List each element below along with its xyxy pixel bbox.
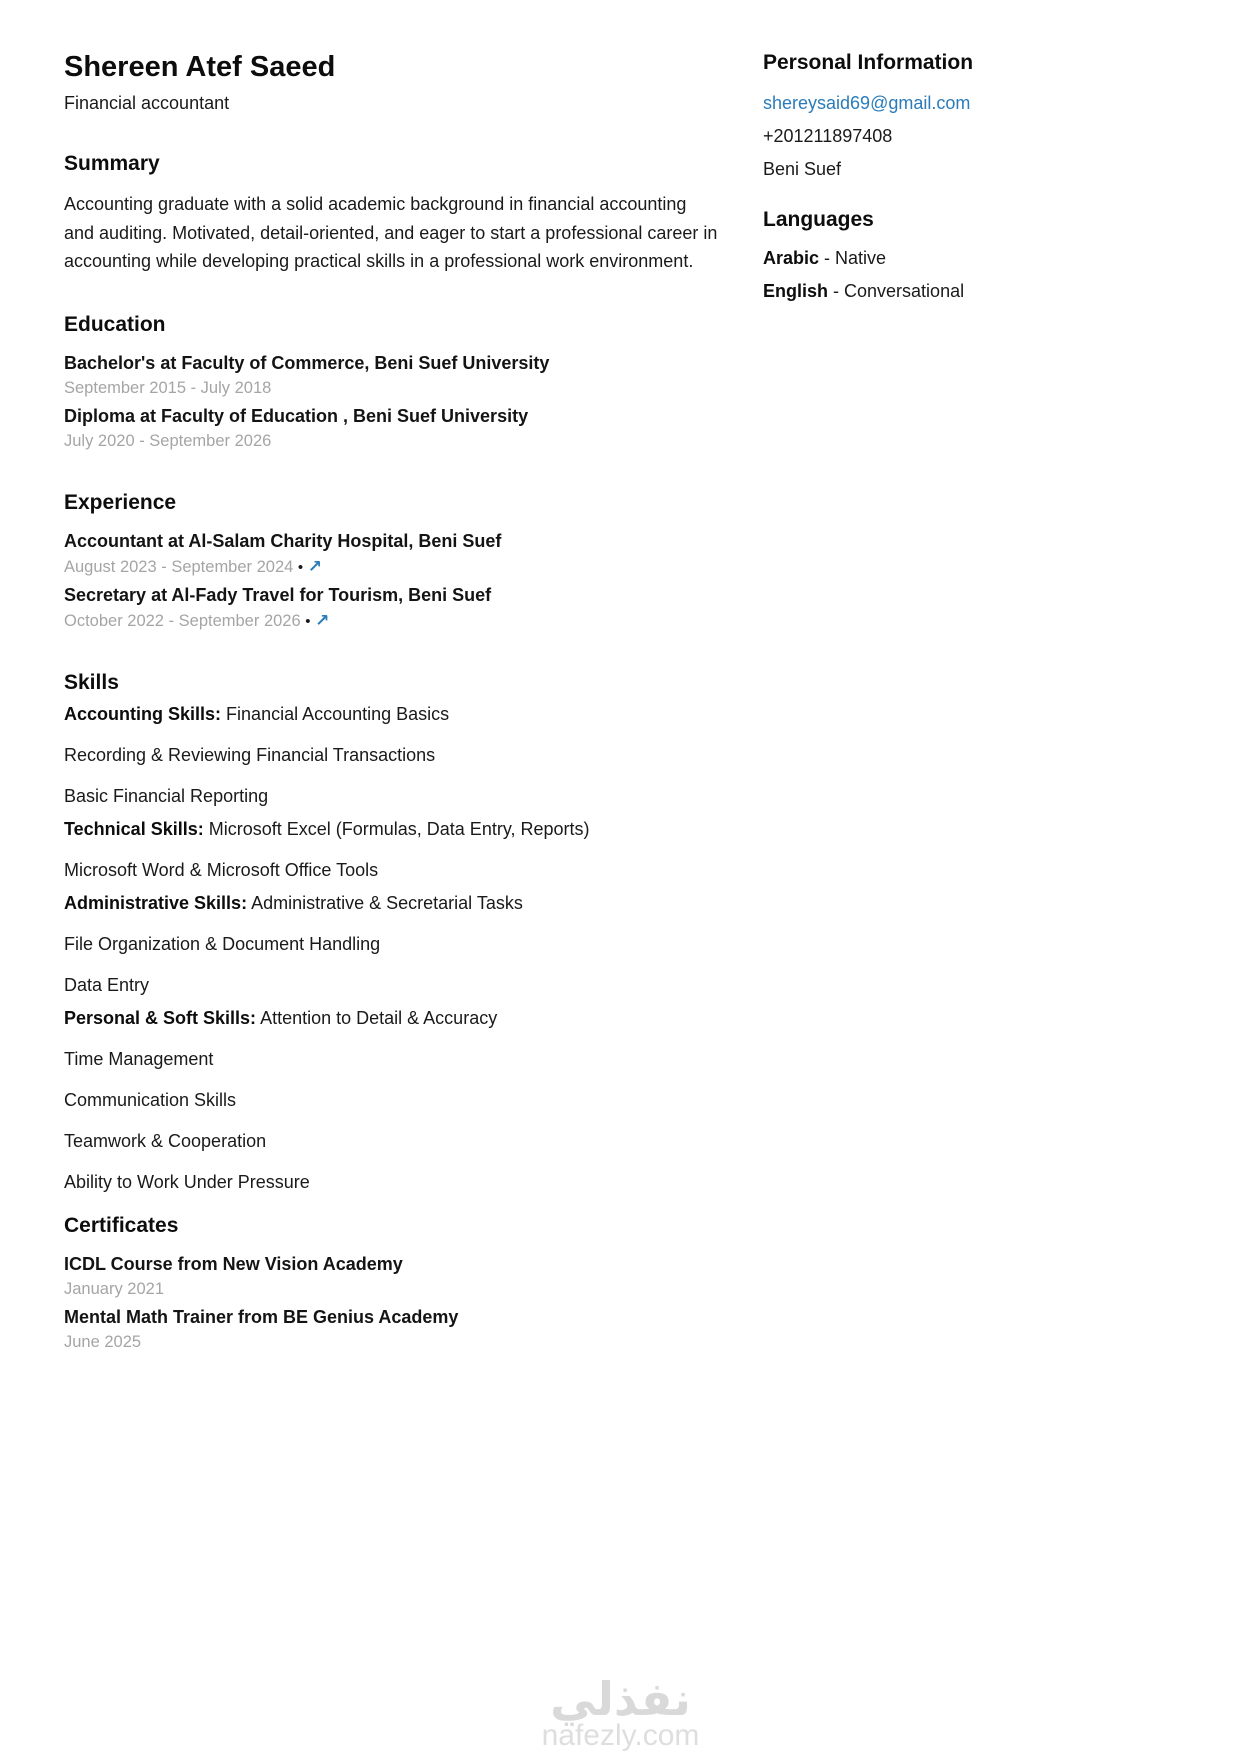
skill-item bbox=[64, 860, 720, 880]
personal-info-heading: Personal Information bbox=[763, 51, 974, 74]
skills-list bbox=[64, 704, 720, 1192]
external-link-icon[interactable]: ↗ bbox=[315, 610, 330, 630]
skill-text: Recording & Reviewing Financial Transactions bbox=[64, 744, 436, 765]
language-separator: - bbox=[828, 281, 845, 301]
skill-item bbox=[64, 819, 720, 839]
experience-section bbox=[64, 490, 720, 634]
skills-heading: Skills bbox=[64, 670, 119, 694]
skill-item bbox=[64, 1049, 720, 1069]
education-list bbox=[64, 351, 720, 454]
skill-category-label: Personal & Soft Skills: bbox=[64, 1007, 257, 1028]
personal-info-section bbox=[763, 50, 1185, 181]
sidebar-column bbox=[763, 50, 1185, 303]
skill-category-label: Technical Skills: bbox=[64, 818, 204, 839]
skill-category-label: Accounting Skills: bbox=[64, 703, 222, 724]
phone-number: +201211897408 bbox=[763, 126, 893, 146]
entry-date-range: January 2021 bbox=[64, 1279, 164, 1298]
languages-list bbox=[763, 246, 1185, 303]
entry-title: ICDL Course from New Vision Academy bbox=[64, 1253, 403, 1274]
language-name: English bbox=[763, 281, 829, 301]
certificates-list bbox=[64, 1252, 720, 1355]
bullet-separator: • bbox=[305, 612, 311, 630]
skill-text: Microsoft Excel (Formulas, Data Entry, Reports) bbox=[208, 818, 590, 839]
skill-text: Ability to Work Under Pressure bbox=[64, 1171, 310, 1192]
certificates-heading: Certificates bbox=[64, 1213, 179, 1237]
languages-section bbox=[763, 207, 1185, 303]
person-job-title: Financial accountant bbox=[64, 93, 230, 113]
language-item bbox=[763, 246, 1185, 270]
entry-item bbox=[64, 583, 720, 634]
languages-heading: Languages bbox=[763, 208, 874, 231]
skill-text: Data Entry bbox=[64, 974, 150, 995]
external-link-icon[interactable]: ↗ bbox=[307, 556, 323, 576]
skill-text: Communication Skills bbox=[64, 1089, 237, 1110]
nafezly-domain: nafezly.com bbox=[541, 1719, 700, 1752]
entry-item bbox=[64, 1305, 720, 1355]
education-heading: Education bbox=[64, 312, 166, 336]
experience-heading: Experience bbox=[64, 490, 177, 514]
language-item bbox=[763, 279, 1185, 303]
entry-date-range: September 2015 - July 2018 bbox=[64, 378, 272, 397]
entry-dates bbox=[64, 608, 720, 634]
entry-item bbox=[64, 1252, 720, 1302]
skill-item bbox=[64, 975, 720, 995]
skill-item bbox=[64, 1090, 720, 1110]
skill-text: Administrative & Secretarial Tasks bbox=[251, 892, 523, 913]
summary-text: Accounting graduate with a solid academic background in financial accounting and auditing. Motivated, detail-oriented, and eager to start a professional career in accounting while developing practical skills in a professional work environment. bbox=[64, 194, 718, 271]
skill-item bbox=[64, 893, 720, 913]
entry-date-range: October 2022 - September 2026 bbox=[64, 611, 301, 630]
skills-section bbox=[64, 670, 720, 1192]
skill-text: Basic Financial Reporting bbox=[64, 785, 269, 806]
skill-text: Time Management bbox=[64, 1048, 214, 1069]
resume-header bbox=[64, 50, 720, 115]
entry-dates bbox=[64, 1277, 720, 1302]
skill-text: Teamwork & Cooperation bbox=[64, 1130, 267, 1151]
skill-item bbox=[64, 1131, 720, 1151]
entry-title: Bachelor's at Faculty of Commerce, Beni Suef University bbox=[64, 352, 550, 373]
skill-item bbox=[64, 786, 720, 806]
skill-item bbox=[64, 704, 720, 724]
entry-date-range: June 2025 bbox=[64, 1332, 142, 1351]
skill-item bbox=[64, 1172, 720, 1192]
language-name: Arabic bbox=[763, 248, 820, 268]
skill-text: Microsoft Word & Microsoft Office Tools bbox=[64, 859, 379, 880]
entry-item bbox=[64, 351, 720, 401]
resume-columns bbox=[64, 50, 1185, 1358]
person-name: Shereen Atef Saeed bbox=[64, 51, 336, 83]
watermark bbox=[542, 1674, 700, 1752]
email-link[interactable]: shereysaid69@gmail.com bbox=[763, 93, 971, 113]
entry-date-range: July 2020 - September 2026 bbox=[64, 431, 272, 450]
entry-item bbox=[64, 529, 720, 580]
language-separator: - bbox=[819, 248, 836, 268]
entry-dates bbox=[64, 1330, 720, 1355]
entry-dates bbox=[64, 429, 720, 454]
entry-date-range: August 2023 - September 2024 bbox=[64, 557, 294, 576]
experience-list bbox=[64, 529, 720, 634]
summary-heading: Summary bbox=[64, 152, 160, 175]
entry-dates bbox=[64, 554, 720, 580]
summary-section bbox=[64, 151, 720, 276]
skill-category-label: Administrative Skills: bbox=[64, 892, 248, 913]
certificates-section bbox=[64, 1213, 720, 1355]
entry-item bbox=[64, 404, 720, 454]
skill-text: Attention to Detail & Accuracy bbox=[260, 1007, 498, 1028]
skill-item bbox=[64, 745, 720, 765]
entry-title: Mental Math Trainer from BE Genius Academy bbox=[64, 1306, 459, 1327]
bullet-separator: • bbox=[297, 558, 304, 576]
language-level: Native bbox=[835, 248, 887, 268]
education-section bbox=[64, 312, 720, 454]
entry-title: Diploma at Faculty of Education , Beni Suef University bbox=[64, 405, 529, 426]
entry-title: Accountant at Al-Salam Charity Hospital, Beni Suef bbox=[64, 530, 502, 551]
skill-text: File Organization & Document Handling bbox=[64, 933, 381, 954]
skill-item bbox=[64, 1008, 720, 1028]
entry-title: Secretary at Al-Fady Travel for Tourism, Beni Suef bbox=[64, 584, 492, 605]
language-level: Conversational bbox=[844, 281, 965, 301]
skill-item bbox=[64, 934, 720, 954]
nafezly-logo: نفذلي bbox=[550, 1673, 691, 1725]
skill-text: Financial Accounting Basics bbox=[226, 703, 450, 724]
entry-dates bbox=[64, 376, 720, 401]
city: Beni Suef bbox=[763, 159, 842, 179]
main-column bbox=[64, 50, 720, 1358]
